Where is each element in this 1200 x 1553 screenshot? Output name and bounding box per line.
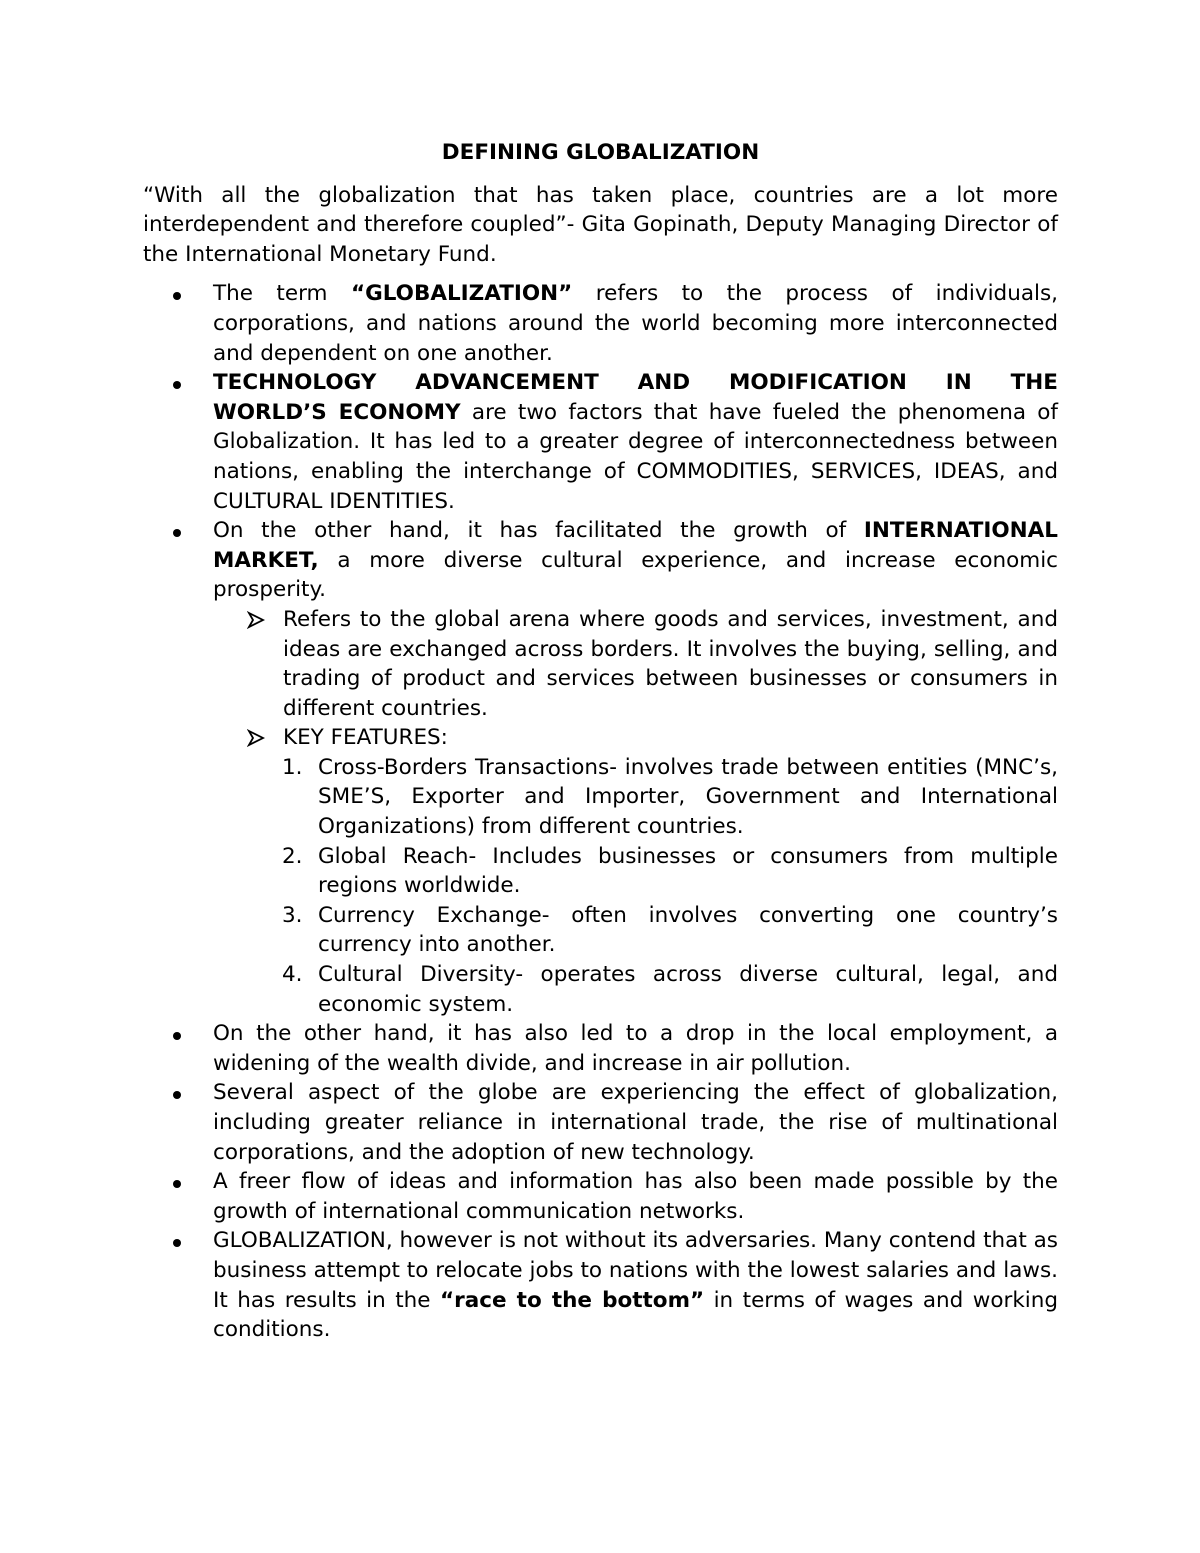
document-title: DEFINING GLOBALIZATION [441,140,760,165]
document-page [143,138,1058,1345]
numbered-item-text: Currency Exchange- often involves converting one country’s currency into another. [318,902,1058,958]
bullet-dot-icon [173,1167,181,1197]
numbered-item-text: Cultural Diversity- operates across diverse cultural, legal, and economic system. [318,962,1058,1017]
bullet-dot-icon [173,516,181,546]
list-item [143,1167,1058,1226]
numbered-item [143,960,1058,1019]
bullet-dot-icon [173,368,181,398]
bullet-dot-icon [173,1226,181,1256]
bullet-bold-term: WORLD’S ECONOMY [213,399,461,425]
list-item [143,516,1058,605]
bullet-dot-icon [173,1019,181,1049]
sub-list-item [143,605,1058,723]
bullet-text: WORLD’S ECONOMY are two factors that have fueled the phenomena of Globalization. It has led to a greater degree of interconnectedness between nations, enabling the interchange of COMMODITIES, SERVICES, IDEAS, and CULTURAL IDENTITIES. [213,399,1058,514]
numbered-item [143,753,1058,842]
list-item [143,1226,1058,1344]
numbered-item-text: Cross-Borders Transactions- involves trade between entities (MNC’s, SME’S, Exporter and Importer, Government and International Organizations) from different countries. [318,754,1058,840]
numbered-item-text: Global Reach- Includes businesses or consumers from multiple regions worldwide. [318,843,1058,899]
item-number: 1. [282,754,303,780]
bullet-text: in terms of wages and working conditions. [213,1287,1059,1343]
bullet-bold-heading-line: TECHNOLOGY ADVANCEMENT AND MODIFICATION IN THE [213,370,1058,396]
sub-list-item [143,723,1058,753]
bullet-text: Several aspect of the globe are experiencing the effect of globalization, including greater reliance in international trade, the rise of multinational corporations, and the adoption of new technology. [213,1080,1058,1165]
bullet-dot-icon [173,1078,181,1108]
bullet-text: GLOBALIZATION, however is not without its adversaries. Many contend that as business attempt to relocate jobs to nations with the lowest salaries and laws. It has results in the [213,1228,1058,1313]
item-number: 3. [282,902,303,928]
numbered-item [143,842,1058,901]
item-number: 2. [282,843,303,869]
bullet-text: A freer flow of ideas and information has also been made possible by the growth of international communication networks. [213,1169,1058,1224]
sub-bullet-text: Refers to the global arena where goods and services, investment, and ideas are exchanged across borders. It involves the buying, selling, and trading of product and services between businesses or consumers in different countries. [283,606,1058,721]
sub-bullet-text: KEY FEATURES: [283,725,448,751]
list-item [143,279,1058,368]
bullet-bold-term: “GLOBALIZATION” [350,281,573,307]
list-item [143,1019,1058,1078]
bullet-dot-icon [173,279,181,309]
arrowhead-icon [247,723,265,747]
bullet-bold-term: INTERNATIONAL MARKET, [213,518,1058,573]
opening-quote: “With all the globalization that has taken place, countries are a lot more interdependent and therefore coupled”- Gita Gopinath, Deputy Managing Director of the International Monetary Fund. [143,182,1058,267]
bullet-text: refers to the process of individuals, corporations, and nations around the world becoming more interconnected and dependent on one another. [213,281,1059,366]
bullet-text: On the other hand, it has also led to a drop in the local employment, a widening of the wealth divide, and increase in air pollution. [213,1021,1058,1076]
bullet-text: The term [213,281,351,307]
bullet-bold-term: “race to the bottom” [439,1287,705,1313]
bullet-text: On the other hand, it has facilitated the growth of [213,518,864,544]
list-item [143,1078,1058,1167]
item-number: 4. [282,962,303,988]
list-item [143,368,1058,516]
numbered-item [143,901,1058,960]
bullet-text: a more diverse cultural experience, and increase economic prosperity. [213,547,1058,603]
arrowhead-icon [247,605,265,629]
